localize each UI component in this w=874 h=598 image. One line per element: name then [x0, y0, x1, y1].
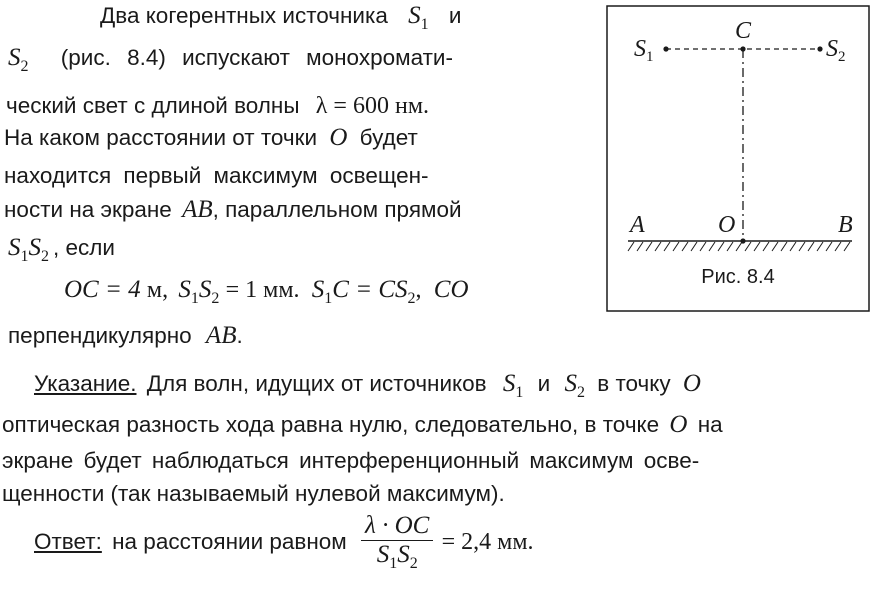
hatch-mark [727, 242, 733, 251]
hatch-mark [844, 242, 850, 251]
hint-label: Указание. [34, 371, 137, 396]
fraction-denominator: $S_1S_2$ [376, 541, 418, 572]
hatch-mark [754, 242, 760, 251]
hint-line-1: Указание. Для волн, идущих от источников $S_1$ и $S_2$ в точку O [34, 370, 701, 401]
hatch-mark [664, 242, 670, 251]
problem-line-9: перпендикулярно AB. [8, 322, 243, 349]
label-a: A [630, 212, 645, 238]
answer-line: Ответ: на расстоянии равном $\frac{\lambda \cdot OC}{S_1S_2}$ = 2,4 мм. [34, 512, 534, 572]
source-s2-point [817, 46, 822, 51]
problem-line-4: На каком расстоянии от точки O будет [4, 124, 418, 151]
hatch-mark [817, 242, 823, 251]
hatch-mark [700, 242, 706, 251]
hint-line-3: экране будет наблюдаться интерференционный максимум осве- [2, 448, 700, 473]
wavelength-value: λ = 600 нм. [315, 93, 429, 119]
problem-line-5: находится первый максимум освещен- [4, 163, 429, 188]
answer-fraction [361, 512, 433, 572]
label-s2: $S_2$ [826, 36, 846, 65]
hatch-mark [691, 242, 697, 251]
label-c: C [735, 18, 752, 44]
answer-result: = 2,4 мм. [441, 529, 534, 555]
hatch-mark [808, 242, 814, 251]
hatch-mark [628, 242, 634, 251]
hatch-mark [745, 242, 751, 251]
source-s1-symbol: $S_1$ [408, 2, 429, 33]
problem-line-6: ности на экране AB, параллельном прямой [4, 196, 462, 223]
hatch-mark [637, 242, 643, 251]
hint-line-4: щенности (так называемый нулевой максимум). [2, 481, 505, 506]
problem-line-2: $S_2$ (рис. 8.4) испускают монохромати- [8, 44, 453, 75]
s1s2-symbol: $S_1S_2$ [8, 234, 49, 265]
hatch-mark [790, 242, 796, 251]
problem-conditions: OC = 4 м, $S_1S_2 = 1$ мм. $S_1C = CS_2$, CO [64, 276, 469, 307]
problem-line-3: ческий свет с длиной волны λ = 600 нм. [6, 93, 429, 119]
label-s1: $S_1$ [634, 36, 654, 65]
fraction-numerator: λ · OC [361, 512, 433, 541]
label-b: B [838, 212, 853, 238]
hatch-mark [709, 242, 715, 251]
answer-label: Ответ: [34, 529, 102, 554]
hatch-mark [655, 242, 661, 251]
hatch-mark [673, 242, 679, 251]
point-c [740, 46, 745, 51]
screen-hatching [628, 242, 850, 251]
source-s1-point [663, 46, 668, 51]
hatch-mark [736, 242, 742, 251]
source-s2-symbol: $S_2$ [8, 44, 29, 75]
hatch-mark [763, 242, 769, 251]
hatch-mark [826, 242, 832, 251]
hatch-mark [718, 242, 724, 251]
hatch-mark [646, 242, 652, 251]
hatch-mark [799, 242, 805, 251]
hatch-mark [682, 242, 688, 251]
hatch-mark [772, 242, 778, 251]
problem-line-1: Два когерентных источника $S_1$ и [100, 2, 462, 33]
hint-line-2: оптическая разность хода равна нулю, следовательно, в точке O на [2, 411, 723, 438]
figure-8-4 [606, 5, 870, 312]
figure-caption: Рис. 8.4 [701, 266, 775, 288]
hatch-mark [781, 242, 787, 251]
label-o: O [718, 212, 736, 238]
hatch-mark [835, 242, 841, 251]
problem-line-7: $S_1S_2$ , если [8, 234, 115, 265]
